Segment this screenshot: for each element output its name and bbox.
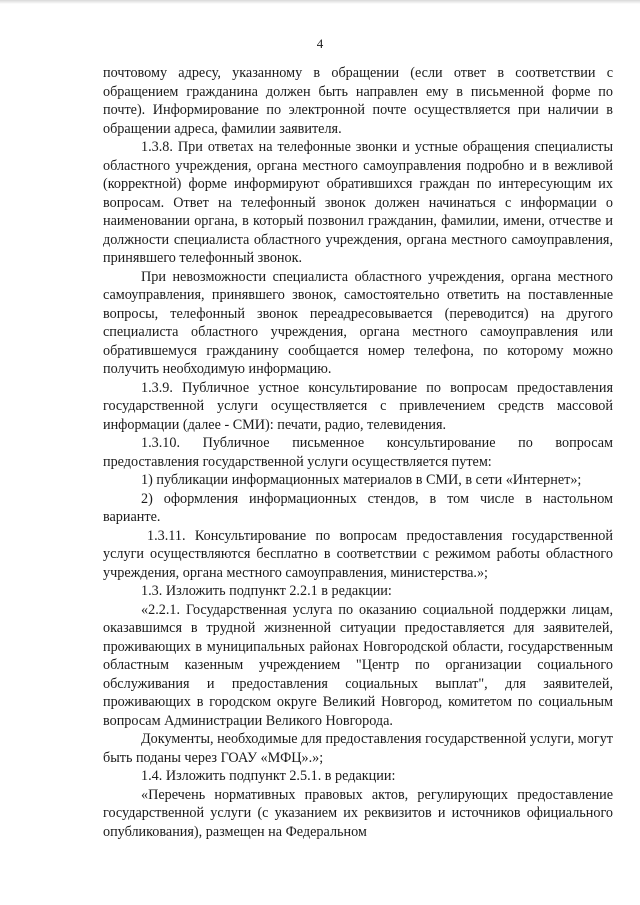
paragraph-1-3-9: 1.3.9. Публичное устное консультирование по вопросам предоставления государственной услуги осуществляется с привлечением средств массовой информации (далее - СМИ): печати, радио, телевидения.	[103, 379, 613, 433]
list-item-stands: 2) оформления информационных стендов, в том числе в настольном варианте.	[103, 490, 613, 525]
paragraph-regulatory-acts: «Перечень нормативных правовых актов, регулирующих предоставление государственной услуги (с указанием их реквизитов и источников официального опубликования), размещен на Федеральном	[103, 786, 613, 840]
paragraph-postal-address: почтовому адресу, указанному в обращении (если ответ в соответствии с обращением гражданина должен быть направлен ему в письменной форме по почте). Информирование по электронной почте осуществляется при наличии в обращении адреса, фамилии заявителя.	[103, 65, 613, 137]
paragraph-amend-2-2-1: 1.3. Изложить подпункт 2.2.1 в редакции:	[141, 583, 392, 599]
paragraph-1-3-10: 1.3.10. Публичное письменное консультирование по вопросам предоставления государственной услуги осуществляется путем:	[103, 435, 613, 470]
document-body	[103, 64, 613, 841]
paragraph-1-3-8: 1.3.8. При ответах на телефонные звонки и устные обращения специалисты областного учреждения, органа местного самоуправления подробно и в вежливой (корректной) форме информируют обратившихся граждан по интересующим их вопросам. Ответ на телефонный звонок должен начинаться с информации о наименовании органа, в который позвонил гражданин, фамилии, имени, отчестве и должности специалиста областного учреждения, органа местного самоуправления, принявшего телефонный звонок.	[103, 139, 613, 266]
paragraph-1-3-11: 1.3.11. Консультирование по вопросам предоставления государственной услуги осуществляются бесплатно в соответствии с режимом работы областного учреждения, органа местного самоуправления, министерства.»;	[103, 527, 613, 581]
list-item-publications: 1) публикации информационных материалов в СМИ, в сети «Интернет»;	[141, 472, 582, 488]
scan-top-edge	[0, 0, 640, 4]
paragraph-amend-2-5-1: 1.4. Изложить подпункт 2.5.1. в редакции:	[141, 768, 396, 784]
paragraph-documents-mfc: Документы, необходимые для предоставления государственной услуги, могут быть поданы через ГОАУ «МФЦ».»;	[103, 731, 613, 766]
page-number: 4	[316, 36, 324, 51]
paragraph-2-2-1: «2.2.1. Государственная услуга по оказанию социальной поддержки лицам, оказавшимся в трудной жизненной ситуации предоставляется для заявителей, проживающих в муниципальных районах Новгородской области, государственным областным казенным учреждением "Центр по организации социального обслуживания и предоставления социальных выплат", для заявителей, проживающих в городском округе Великий Новгород, комитетом по социальным вопросам Администрации Великого Новгорода.	[103, 601, 613, 729]
paragraph-redirect-call: При невозможности специалиста областного учреждения, органа местного самоуправления, принявшего звонок, самостоятельно ответить на поставленные вопросы, телефонный звонок переадресовывается (переводится) на другого специалиста областного учреждения, органа местного самоуправления или обратившемуся гражданину сообщается номер телефона, по которому можно получить необходимую информацию.	[103, 268, 613, 377]
